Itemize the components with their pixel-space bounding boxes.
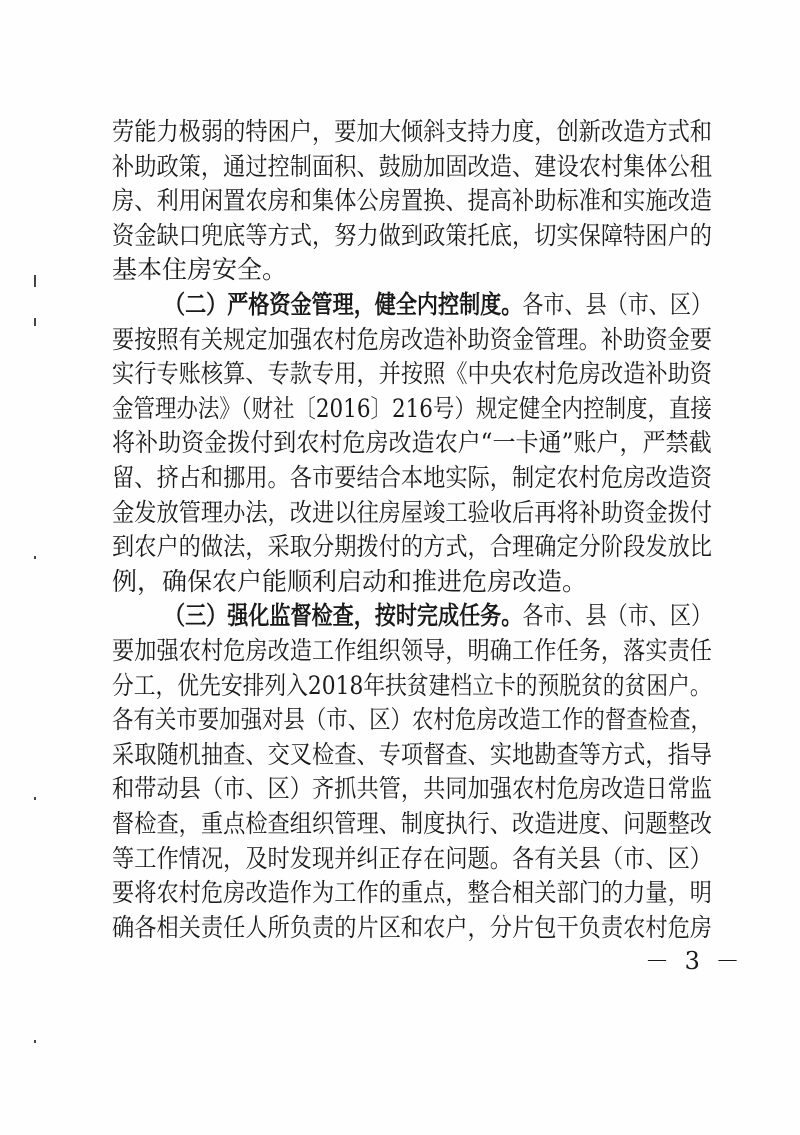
paragraph-line: 补助政策，通过控制面积、鼓励加固改造、建设农村集体公租 bbox=[112, 151, 713, 181]
paragraph-line: 采取随机抽查、交叉检查、专项督查、实地勘查等方式，指导 bbox=[112, 739, 713, 769]
paragraph-line: 金管理办法》（财社〔2016〕216号）规定健全内控制度，直接 bbox=[112, 393, 712, 423]
paragraph-line: 各有关市要加强对县（市、区）农村危房改造工作的督查检查， bbox=[112, 705, 712, 735]
paragraph-line: 金发放管理办法，改进以往房屋竣工验收后再将补助资金拨付 bbox=[112, 497, 713, 527]
margin-mark bbox=[34, 797, 36, 800]
paragraph-line: 到农户的做法，采取分期拨付的方式，合理确定分阶段发放比 bbox=[112, 532, 713, 562]
paragraph-line: 督检查，重点检查组织管理、制度执行、改造进度、问题整改 bbox=[112, 809, 713, 838]
paragraph-line: 例，确保农户能顺利启动和推进危房改造。 bbox=[112, 566, 588, 596]
margin-mark bbox=[34, 318, 36, 326]
paragraph-line: 要加强农村危房改造工作组织领导，明确工作任务，落实责任 bbox=[112, 636, 713, 665]
paragraph-line: 和带动县（市、区）齐抓共管，共同加强农村危房改造日常监 bbox=[112, 774, 713, 804]
section-heading: （二）严格资金管理，健全内控制度。 bbox=[164, 290, 523, 319]
paragraph-line: 要将农村危房改造作为工作的重点，整合相关部门的力量，明 bbox=[112, 878, 713, 908]
paragraph-line: 分工，优先安排列入2018年扶贫建档立卡的预脱贫的贫困户。 bbox=[112, 670, 712, 700]
paragraph-text: 各市、县（市、区） bbox=[522, 601, 713, 631]
paragraph-line: 劳能力极弱的特困户，要加大倾斜支持力度，创新改造方式和 bbox=[112, 117, 713, 146]
margin-mark bbox=[34, 1040, 36, 1043]
paragraph-line: 留、挤占和挪用。各市要结合本地实际，制定农村危房改造资 bbox=[112, 463, 713, 492]
paragraph-line: 实行专账核算、专款专用，并按照《中央农村危房改造补助资 bbox=[112, 359, 713, 389]
page-number: － 3 － bbox=[645, 947, 744, 976]
paragraph-line: 房、利用闲置农房和集体公房置换、提高补助标准和实施改造 bbox=[112, 186, 713, 216]
paragraph-line: 将补助资金拨付到农村危房改造农户“一卡通”账户，严禁截 bbox=[112, 428, 712, 458]
paragraph-line: 基本住房安全。 bbox=[112, 255, 288, 285]
paragraph-line: 要按照有关规定加强农村危房改造补助资金管理。补助资金要 bbox=[112, 324, 713, 354]
paragraph-line: 确各相关责任人所负责的片区和农户，分片包干负责农村危房 bbox=[112, 912, 713, 942]
margin-mark bbox=[34, 556, 36, 559]
paragraph-text: 各市、县（市、区） bbox=[522, 290, 713, 319]
section-heading: （三）强化监督检查，按时完成任务。 bbox=[164, 601, 523, 631]
section-heading-line bbox=[164, 601, 712, 631]
margin-mark bbox=[34, 275, 36, 287]
section-heading-line bbox=[164, 290, 712, 320]
paragraph-line: 等工作情况，及时发现并纠正存在问题。各有关县（市、区） bbox=[112, 843, 713, 873]
paragraph-line: 资金缺口兜底等方式，努力做到政策托底，切实保障特困户的 bbox=[112, 220, 713, 250]
